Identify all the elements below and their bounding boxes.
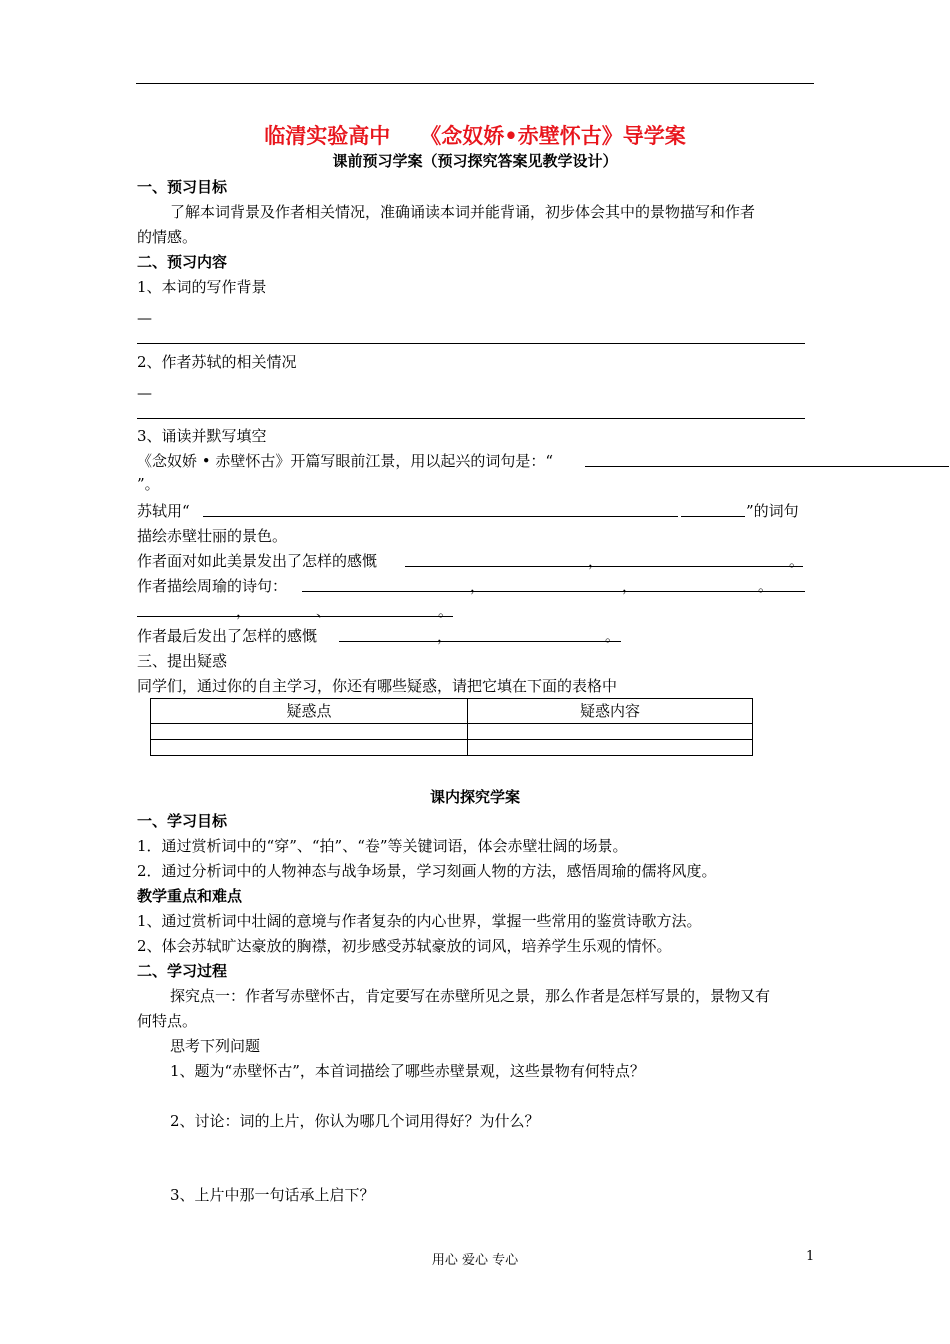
fill-question-1-end: ”。 — [137, 475, 160, 493]
section-heading-process: 二、学习过程 — [137, 962, 228, 980]
preview-goal-text-1: 了解本词背景及作者相关情况，准确诵读本词并能背诵，初步体会其中的景物描写和作者 — [170, 203, 756, 221]
section-heading-preview-content: 二、预习内容 — [137, 253, 228, 271]
learning-goal-1: 1．通过赏析词中的“穿”、“拍”、“卷”等关键词语，体会赤壁壮阔的场景。 — [137, 837, 628, 855]
table-cell[interactable] — [468, 724, 753, 740]
q4-l2-comma: ， — [236, 602, 252, 620]
explore-text-2: 何特点。 — [137, 1012, 198, 1030]
table-row — [151, 740, 753, 756]
section-heading-key-points: 教学重点和难点 — [137, 887, 243, 905]
table-cell[interactable] — [151, 724, 468, 740]
q4-comma-2: ， — [622, 577, 638, 595]
table-cell[interactable] — [151, 740, 468, 756]
fill-blank-4[interactable] — [302, 591, 805, 592]
fill-blank-5[interactable] — [339, 641, 621, 642]
fill-question-1: 《念奴娇 • 赤壁怀古》开篇写眼前江景，用以起兴的词句是：“ — [137, 452, 554, 470]
fill-question-3: 作者面对如此美景发出了怎样的感慨 — [137, 552, 378, 570]
q3-comma: ， — [588, 552, 604, 570]
answer-line-2[interactable] — [137, 418, 805, 419]
fill-question-4: 作者描绘周瑜的诗句： — [137, 577, 288, 595]
q4-l2-dun: 、 — [316, 602, 332, 620]
title-school: 临清实验高中 — [264, 123, 391, 148]
explore-text-1: 探究点一：作者写赤壁怀古，肯定要写在赤壁所见之景，那么作者是怎样写景的，景物又有 — [170, 987, 771, 1005]
learning-goal-2: 2．通过分析词中的人物神态与战争场景，学习刻画人物的方法，感悟周瑜的儒将风度。 — [137, 862, 717, 880]
fill-blank-2a[interactable] — [203, 516, 678, 517]
preview-item-2: 2、作者苏轼的相关情况 — [137, 353, 297, 371]
q3-end: 。 — [789, 552, 805, 570]
doubts-instruction: 同学们，通过你的自主学习，你还有哪些疑惑，请把它填在下面的表格中 — [137, 677, 618, 695]
think-question-1: 1、题为“赤壁怀古”，本首词描绘了哪些赤壁景观，这些景物有何特点？ — [170, 1062, 645, 1080]
preview-item-1: 1、本词的写作背景 — [137, 278, 267, 296]
table-header-doubt-point: 疑惑点 — [151, 699, 468, 724]
answer-dash-2: — — [137, 384, 152, 402]
document-title — [0, 122, 950, 150]
fill-question-2-line2: 描绘赤壁壮丽的景色。 — [137, 527, 288, 545]
answer-dash-1: — — [137, 309, 152, 327]
fill-question-5: 作者最后发出了怎样的感慨 — [137, 627, 318, 645]
fill-question-2-end: ”的词句 — [746, 502, 799, 520]
fill-blank-1[interactable] — [585, 466, 949, 467]
footer-motto: 用心 爱心 专心 — [431, 1253, 519, 1268]
preview-item-3: 3、诵读并默写填空 — [137, 427, 267, 445]
q4-end: 。 — [758, 577, 774, 595]
preview-goal-text-2: 的情感。 — [137, 228, 198, 246]
title-doc: 《念奴娇•赤壁怀古》导学案 — [420, 123, 686, 148]
section-heading-preview-goal: 一、预习目标 — [137, 178, 228, 196]
section-heading-doubts: 三、提出疑惑 — [137, 652, 228, 670]
fill-blank-3[interactable] — [405, 566, 803, 567]
key-point-1: 1、通过赏析词中壮阔的意境与作者复杂的内心世界，掌握一些常用的鉴赏诗歌方法。 — [137, 912, 702, 930]
table-row — [151, 724, 753, 740]
fill-question-2: 苏轼用“ — [137, 502, 190, 520]
fill-blank-4b[interactable] — [137, 616, 453, 617]
page-number: 1 — [806, 1249, 815, 1264]
header-rule — [136, 83, 814, 84]
answer-line-1[interactable] — [137, 343, 805, 344]
think-prompt: 思考下列问题 — [170, 1037, 261, 1055]
section-heading-learning-goal: 一、学习目标 — [137, 812, 228, 830]
inclass-heading: 课内探究学案 — [429, 788, 520, 806]
think-question-2: 2、讨论：词的上片，你认为哪几个词用得好？为什么？ — [170, 1112, 540, 1130]
q4-comma-1: ， — [470, 577, 486, 595]
q5-end: 。 — [605, 627, 621, 645]
fill-blank-2b[interactable] — [681, 516, 745, 517]
document-subtitle: 课前预习学案（预习探究答案见教学设计） — [332, 152, 618, 170]
q4-l2-end: 。 — [438, 602, 454, 620]
doubts-table — [150, 698, 753, 756]
table-cell[interactable] — [468, 740, 753, 756]
key-point-2: 2、体会苏轼旷达豪放的胸襟，初步感受苏轼豪放的词风，培养学生乐观的情怀。 — [137, 937, 672, 955]
table-header-doubt-content: 疑惑内容 — [468, 699, 753, 724]
q5-comma: ， — [437, 627, 453, 645]
think-question-3: 3、上片中那一句话承上启下？ — [170, 1186, 375, 1204]
